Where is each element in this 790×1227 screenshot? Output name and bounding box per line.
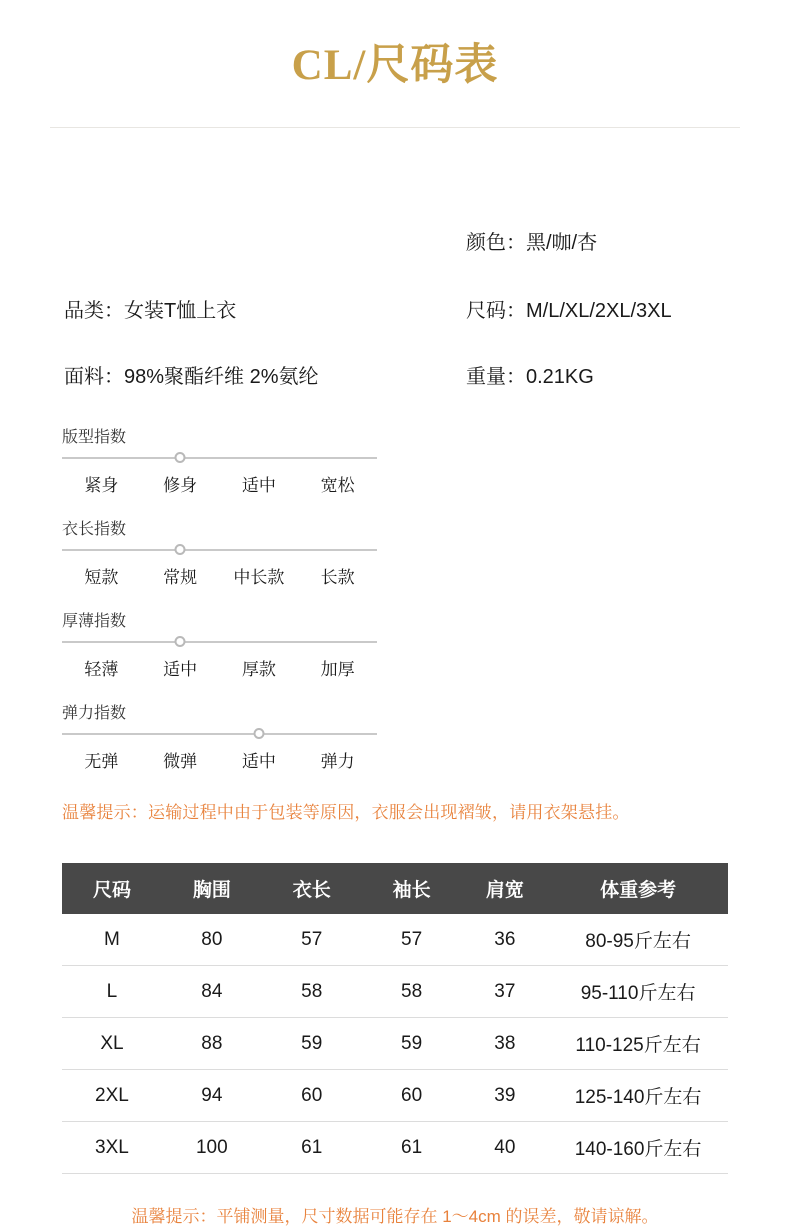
index-elasticity-track xyxy=(62,733,377,735)
index-length-title: 衣长指数 xyxy=(62,521,127,539)
index-fit-track-wrap xyxy=(62,452,377,464)
table-row xyxy=(62,1018,728,1070)
index-thickness-track xyxy=(62,641,377,643)
index-fit-title: 版型指数 xyxy=(62,429,127,447)
header-shoulder: 肩宽 xyxy=(462,863,549,914)
cell-size: 2XL xyxy=(62,1070,162,1122)
cell-bust: 80 xyxy=(162,914,262,966)
index-length-label-1: 常规 xyxy=(163,568,198,588)
index-fit-knob[interactable] xyxy=(175,452,186,463)
index-length-label-2: 中长款 xyxy=(233,568,285,588)
index-elasticity-label-3: 弹力 xyxy=(320,752,355,772)
table-row xyxy=(62,1122,728,1174)
index-thickness-labels xyxy=(62,655,377,680)
index-fit-track xyxy=(62,457,377,459)
info-category: 品类：女装T恤上衣 xyxy=(64,300,237,323)
index-elasticity-labels xyxy=(62,747,377,772)
index-thickness-title: 厚薄指数 xyxy=(62,613,127,631)
info-weight: 重量：0.21KG xyxy=(466,366,594,389)
index-thickness-label-2: 厚款 xyxy=(241,660,276,680)
index-elasticity-track-wrap xyxy=(62,728,377,740)
index-length-knob[interactable] xyxy=(175,544,186,555)
cell-bust: 88 xyxy=(162,1018,262,1070)
table-row xyxy=(62,966,728,1018)
index-elasticity-knob[interactable] xyxy=(253,728,264,739)
cell-shoulder: 38 xyxy=(462,1018,549,1070)
size-table-head xyxy=(62,863,728,914)
cell-size: 3XL xyxy=(62,1122,162,1174)
cell-sleeve: 57 xyxy=(362,914,462,966)
cell-size: XL xyxy=(62,1018,162,1070)
cell-size: M xyxy=(62,914,162,966)
info-fabric: 面料：98%聚酯纤维 2%氨纶 xyxy=(64,366,319,389)
index-elasticity-label-1: 微弹 xyxy=(163,752,198,772)
header-sleeve: 袖长 xyxy=(362,863,462,914)
index-sliders xyxy=(0,424,790,772)
table-header-row xyxy=(62,863,728,914)
cell-sleeve: 60 xyxy=(362,1070,462,1122)
header-length: 衣长 xyxy=(262,863,362,914)
header-weight: 体重参考 xyxy=(548,863,728,914)
cell-sleeve: 58 xyxy=(362,966,462,1018)
size-table xyxy=(62,863,728,1174)
product-info xyxy=(0,216,790,406)
table-row xyxy=(62,1070,728,1122)
cell-shoulder: 39 xyxy=(462,1070,549,1122)
size-table-body xyxy=(62,914,728,1174)
cell-size: L xyxy=(62,966,162,1018)
tip-measurement: 温馨提示：平铺测量，尺寸数据可能存在 1～4cm 的误差，敬请谅解。 xyxy=(131,1207,659,1227)
index-fit-label-1: 修身 xyxy=(163,476,198,496)
index-length-labels xyxy=(62,563,377,588)
cell-shoulder: 36 xyxy=(462,914,549,966)
index-elasticity-label-2: 适中 xyxy=(241,752,276,772)
cell-length: 58 xyxy=(262,966,362,1018)
cell-sleeve: 59 xyxy=(362,1018,462,1070)
table-row xyxy=(62,914,728,966)
index-fit xyxy=(62,424,377,496)
index-thickness-track-wrap xyxy=(62,636,377,648)
info-size: 尺码：M/L/XL/2XL/3XL xyxy=(466,300,672,323)
index-length-label-0: 短款 xyxy=(84,568,119,588)
header-bust: 胸围 xyxy=(162,863,262,914)
index-length-track-wrap xyxy=(62,544,377,556)
cell-weight: 110-125斤左右 xyxy=(548,1018,728,1070)
index-thickness-label-0: 轻薄 xyxy=(84,660,119,680)
header-size: 尺码 xyxy=(62,863,162,914)
cell-weight: 80-95斤左右 xyxy=(548,914,728,966)
cell-shoulder: 40 xyxy=(462,1122,549,1174)
cell-bust: 100 xyxy=(162,1122,262,1174)
page-title: CL/尺码表 xyxy=(291,42,499,89)
index-thickness xyxy=(62,608,377,680)
cell-length: 60 xyxy=(262,1070,362,1122)
index-length-track xyxy=(62,549,377,551)
cell-bust: 94 xyxy=(162,1070,262,1122)
index-fit-label-3: 宽松 xyxy=(320,476,355,496)
index-elasticity xyxy=(62,700,377,772)
index-thickness-label-1: 适中 xyxy=(163,660,198,680)
cell-weight: 140-160斤左右 xyxy=(548,1122,728,1174)
index-thickness-knob[interactable] xyxy=(175,636,186,647)
cell-weight: 95-110斤左右 xyxy=(548,966,728,1018)
index-length-label-3: 长款 xyxy=(320,568,355,588)
index-fit-label-2: 适中 xyxy=(241,476,276,496)
cell-length: 59 xyxy=(262,1018,362,1070)
cell-length: 61 xyxy=(262,1122,362,1174)
cell-bust: 84 xyxy=(162,966,262,1018)
index-elasticity-label-0: 无弹 xyxy=(84,752,119,772)
index-fit-label-0: 紧身 xyxy=(84,476,119,496)
tip-shipping: 温馨提示：运输过程中由于包装等原因，衣服会出现褶皱，请用衣架悬挂。 xyxy=(62,803,630,823)
index-length xyxy=(62,516,377,588)
cell-weight: 125-140斤左右 xyxy=(548,1070,728,1122)
cell-shoulder: 37 xyxy=(462,966,549,1018)
index-fit-labels xyxy=(62,471,377,496)
cell-sleeve: 61 xyxy=(362,1122,462,1174)
info-color: 颜色：黑/咖/杏 xyxy=(466,232,598,255)
cell-length: 57 xyxy=(262,914,362,966)
index-thickness-label-3: 加厚 xyxy=(320,660,355,680)
size-table-wrap xyxy=(62,863,728,1174)
index-elasticity-title: 弹力指数 xyxy=(62,705,127,723)
title-divider xyxy=(50,127,740,128)
